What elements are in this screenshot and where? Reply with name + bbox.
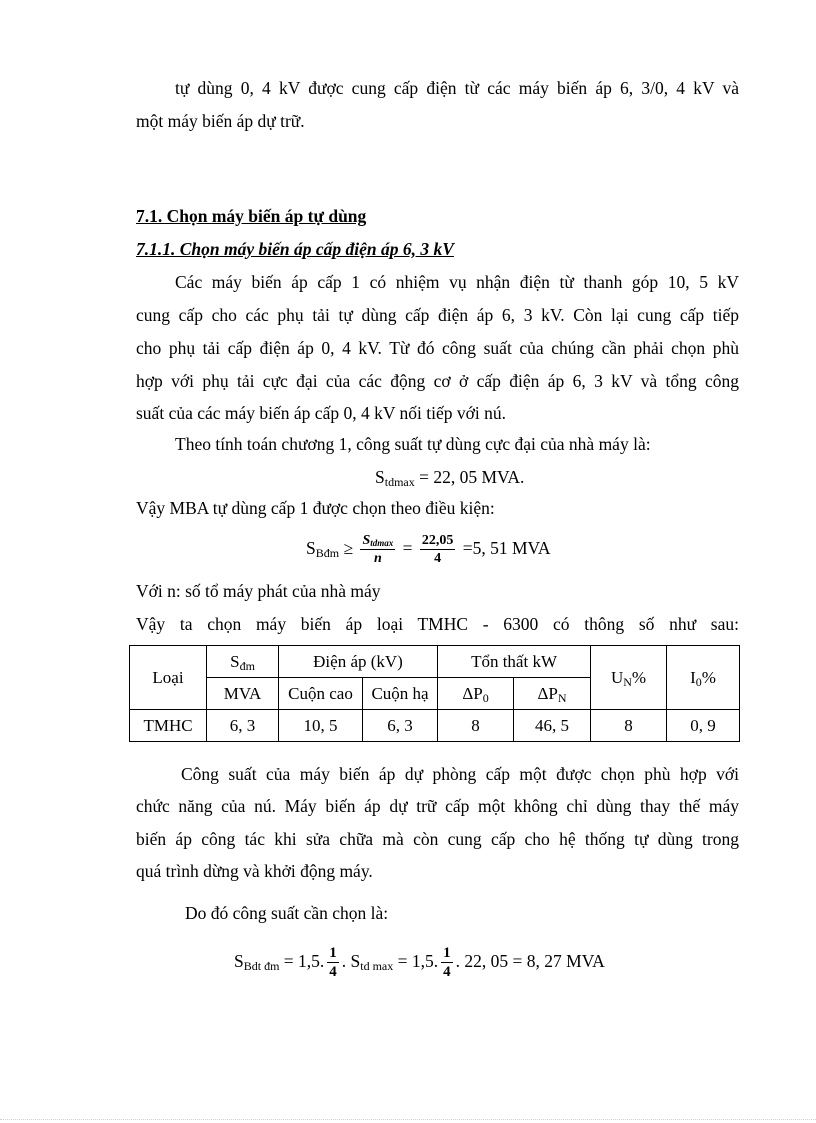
table-row — [130, 710, 740, 742]
cell-cuon-ha: 6, 3 — [363, 710, 438, 742]
header-ton-that: Tổn thất kW — [438, 646, 591, 678]
fraction-one-quarter-2: $\frac{1}{4}$ — [443, 945, 451, 980]
cell-loai: TMHC — [130, 710, 207, 742]
header-dp0: $\Delta P_0$ — [438, 678, 514, 710]
cell-i0: 0, 9 — [667, 710, 740, 742]
cell-cuon-cao: 10, 5 — [279, 710, 363, 742]
header-dpn: $\Delta P_N$ — [514, 678, 591, 710]
cell-un: 8 — [591, 710, 667, 742]
equation-sbdm: $S_{Bđm}$ ≥ $\frac{\text{Stdmax}}{n}$ = $\frac{22,05}{4}$ =5, 51 MVA — [306, 533, 551, 566]
section-heading: 7.1. Chọn máy biến áp tự dùng — [136, 206, 367, 226]
transformer-spec-table — [129, 645, 740, 742]
page-bottom-divider — [0, 1119, 816, 1120]
para1-line-4: hợp với phụ tải cực đại của các động cơ ở cấp điện áp 6, 3 kV và tổng công — [136, 371, 739, 391]
cell-sdm: 6, 3 — [207, 710, 279, 742]
equation-sbdt: $S_{Bdt đm} = 1,5$. $\frac{1}{4}$ . $S_{td max} = 1,5$. $\frac{1}{4}$ . 22, 05 = 8, 27 MVA — [234, 945, 605, 980]
header-dien-ap: Điện áp (kV) — [279, 646, 438, 678]
para7: Do đó công suất cần chọn là: — [185, 903, 389, 923]
para6-line-2: chức năng của nú. Máy biến áp dự trữ cấp một không chỉ dùng thay thế máy — [136, 796, 739, 816]
cell-dp0: 8 — [438, 710, 514, 742]
header-i0: $I_0\%$ — [667, 646, 740, 710]
intro-line-2: một máy biến áp dự trữ. — [136, 111, 305, 131]
para1-line-5: suất của các máy biến áp cấp 0, 4 kV nối tiếp với nú. — [136, 403, 507, 423]
header-cuon-ha: Cuộn hạ — [363, 678, 438, 710]
para6-line-4: quá trình dừng và khởi động máy. — [136, 861, 373, 881]
para1-line-1: Các máy biến áp cấp 1 có nhiệm vụ nhận điện từ thanh góp 10, 5 kV — [175, 272, 739, 292]
intro-line-1: tự dùng 0, 4 kV được cung cấp điện từ các máy biến áp 6, 3/0, 4 kV và — [175, 78, 739, 98]
header-loai: Loại — [130, 646, 207, 710]
header-mva: MVA — [207, 678, 279, 710]
para4: Với n: số tổ máy phát của nhà máy — [136, 581, 381, 601]
header-cuon-cao: Cuộn cao — [279, 678, 363, 710]
fraction-2205-over-4: $\frac{22,05}{4}$ — [421, 533, 454, 566]
cell-dpn: 46, 5 — [514, 710, 591, 742]
para3: Vậy MBA tự dùng cấp 1 được chọn theo điều kiện: — [136, 498, 495, 518]
fraction-one-quarter: $\frac{1}{4}$ — [329, 945, 337, 980]
equation-stdmax: $S_{tdmax} = 22$, 05 MVA. — [375, 467, 525, 489]
header-sdm: $S_{đm}$ — [207, 646, 279, 678]
para6-line-1: Công suất của máy biến áp dự phòng cấp một được chọn phù hợp với — [181, 764, 739, 784]
para2: Theo tính toán chương 1, công suất tự dùng cực đại của nhà máy là: — [175, 434, 651, 454]
para5: Vậy ta chọn máy biến áp loại TMHC - 6300 có thông số như sau: — [136, 614, 739, 634]
subsection-heading: 7.1.1. Chọn máy biến áp cấp điện áp 6, 3 kV — [136, 239, 454, 259]
fraction-stdmax-over-n: $\frac{\text{Stdmax}}{n}$ — [362, 533, 394, 566]
para1-line-2: cung cấp cho các phụ tải tự dùng cấp điện áp 6, 3 kV. Còn lại cung cấp tiếp — [136, 305, 739, 325]
para6-line-3: biến áp công tác khi sửa chữa mà còn cung cấp cho hệ thống tự dùng trong — [136, 829, 739, 849]
para1-line-3: cho phụ tải cấp điện áp 0, 4 kV. Từ đó công suất của chúng cần phải chọn phù — [136, 338, 739, 358]
header-un: $U_N\%$ — [591, 646, 667, 710]
